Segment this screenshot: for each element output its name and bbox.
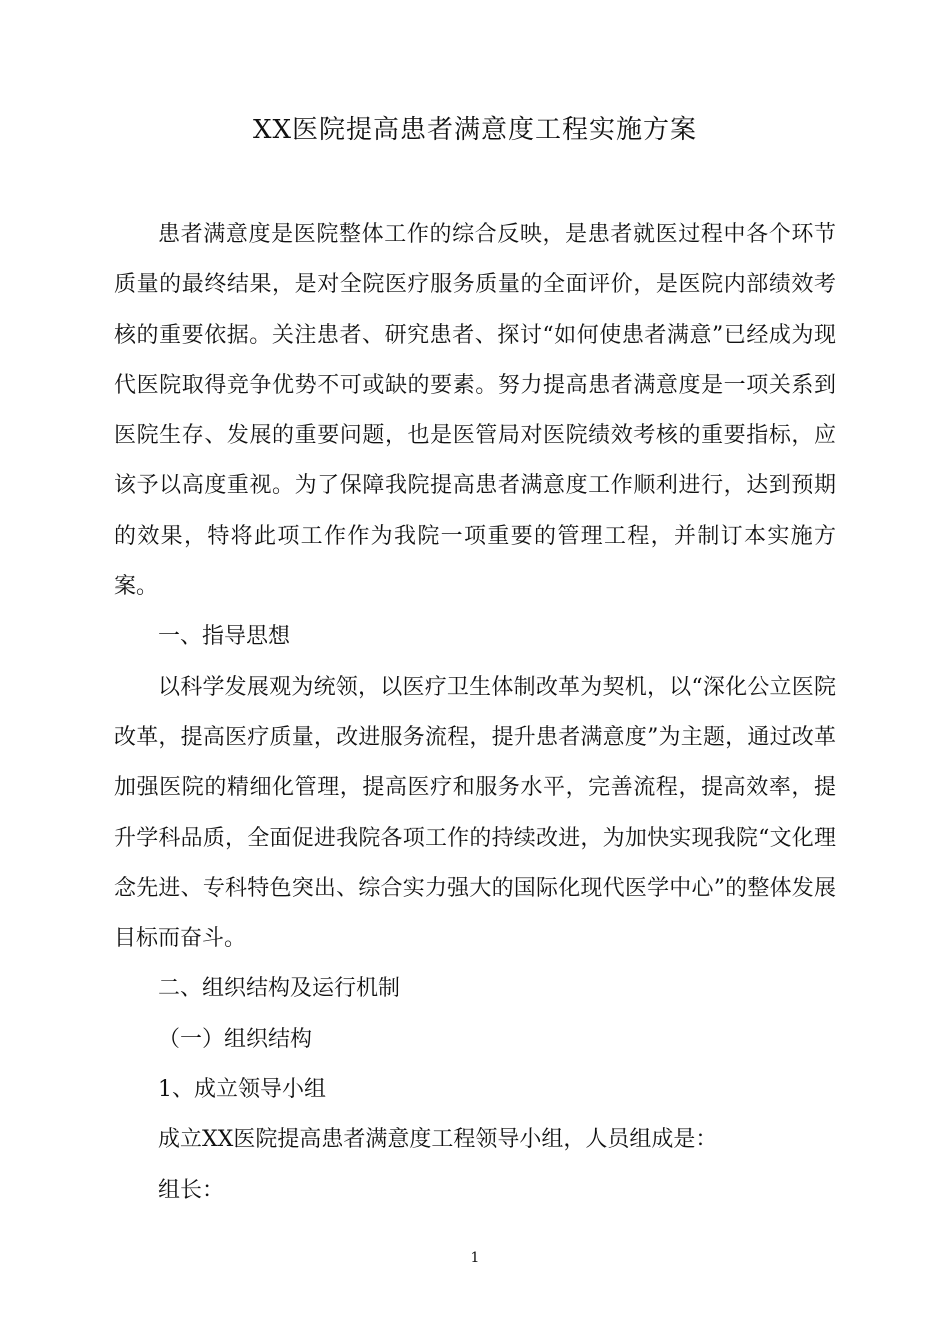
leadership-group-paragraph: 成立XX医院提高患者满意度工程领导小组，人员组成是：	[158, 1127, 718, 1153]
page-number: 1	[470, 1250, 480, 1266]
section-heading-organization: 二、组织结构及运行机制	[158, 976, 401, 1002]
group-leader-label: 组长：	[158, 1177, 225, 1203]
document-body	[114, 210, 836, 1216]
subsection-heading-organization-structure: （一）组织结构	[158, 1026, 313, 1052]
intro-paragraph: 患者满意度是医院整体工作的综合反映，是患者就医过程中各个环节质量的最终结果，是对全院医疗服务质量的全面评价，是医院内部绩效考核的重要依据。关注患者、研究患者、探讨“如何使患者满意”已经成为现代医院取得竞争优势不可或缺的要素。努力提高患者满意度是一项关系到医院生存、发展的重要问题，也是医管局对医院绩效考核的重要指标，应该予以高度重视。为了保障我院提高患者满意度工作顺利进行，达到预期的效果，特将此项工作作为我院一项重要的管理工程，并制订本实施方案。	[114, 222, 836, 600]
item-heading-leadership-group: 1、成立领导小组	[158, 1077, 326, 1103]
section-heading-guiding-ideology: 一、指导思想	[158, 624, 291, 650]
guiding-ideology-paragraph: 以科学发展观为统领，以医疗卫生体制改革为契机，以“深化公立医院改革，提高医疗质量，改进服务流程，提升患者满意度”为主题，通过改革加强医院的精细化管理，提高医疗和服务水平，完善流程，提高效率，提升学科品质，全面促进我院各项工作的持续改进，为加快实现我院“文化理念先进、专科特色突出、综合实力强大的国际化现代医学中心”的整体发展目标而奋斗。	[114, 674, 836, 952]
document-title: XX医院提高患者满意度工程实施方案	[252, 115, 698, 145]
